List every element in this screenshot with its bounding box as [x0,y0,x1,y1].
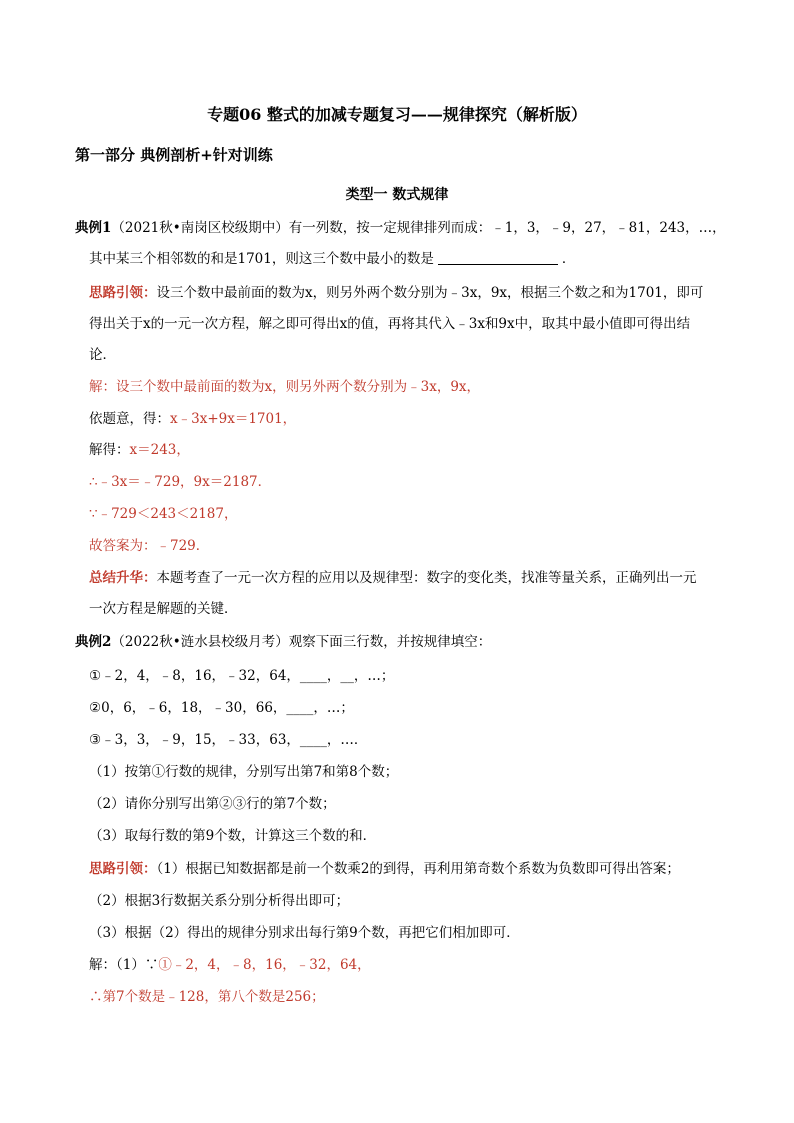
example-2-row-2: ②0，6，﹣6，18，﹣30，66，____，…； [89,700,354,716]
example-2-solution-line-2: ∴第7个数是﹣128，第八个数是256； [89,989,325,1005]
example-1-question-line [89,250,575,268]
example-2-row-3: ③﹣3，3，﹣9，15，﹣33，63，____，…． [89,732,368,748]
summary-text: 本题考查了一元一次方程的应用以及规律型：数字的变化类，找准等量关系，正确列出一元 [156,570,697,586]
example-2-hint-line-2: （2）根据3行数据关系分别分析得出即可； [89,893,350,909]
hint-label: 思路引领： [89,861,157,877]
example-1-solution-line-5: ∵﹣729＜243＜2187， [89,506,238,522]
example-2-source: （2022秋•涟水县校级月考）观察下面三行数，并按规律填空： [111,634,492,650]
hint-text: （1）根据已知数据都是前一个数乘2的到得，再利用第奇数个系数为负数即可得出答案； [156,861,680,877]
solution-prefix: 解：（1）∵ [89,957,159,973]
example-1-solution-line-4: ∴﹣3x＝﹣729，9x＝2187． [89,474,272,490]
example-2-question-3: （3）取每行数的第9个数，计算这三个数的和． [89,828,377,844]
solution-prefix: 依题意，得： [89,411,170,427]
example-1-question-text: 其中某三个相邻数的和是1701，则这三个数中最小的数是 [89,251,434,267]
hint-label: 思路引领： [89,285,157,301]
example-2-hint-line-1 [89,860,680,878]
part-heading: 第一部分 典例剖析+针对训练 [75,146,273,164]
example-2-hint-line-3: （3）根据（2）得出的规律分别求出每行第9个数，再把它们相加即可． [89,925,520,941]
example-2-question-2: （2）请你分别写出第②③行的第7个数； [89,796,336,812]
example-1-solution-line-2 [89,410,296,428]
solution-equation: x﹣3x+9x＝1701， [170,411,297,427]
example-2-row-1: ①﹣2，4，﹣8，16，﹣32，64，____，__，…； [89,668,395,684]
example-1-hint-line-3: 论． [89,347,116,363]
hint-text: 设三个数中最前面的数为x，则另外两个数分别为﹣3x，9x，根据三个数之和为1701，即可 [156,285,704,301]
solution-sequence: ①﹣2，4，﹣8，16，﹣32，64， [158,957,371,973]
example-1-summary-line-2: 一次方程是解题的关键． [89,601,238,617]
section-heading: 类型一 数式规律 [345,187,449,203]
example-1-source: （2021秋•南岗区校级期中）有一列数，按一定规律排列而成：﹣1，3，﹣9，27，﹣81，243，…， [111,220,726,236]
page-title: 专题06 整式的加减专题复习——规律探究（解析版） [207,105,587,124]
example-2-label: 典例2 [75,634,112,650]
answer-blank [438,250,558,265]
solution-result: x＝243， [129,442,190,458]
example-1-question-end: ． [561,251,576,267]
example-1-solution-line-3 [89,441,190,459]
example-2-solution-line-1 [89,956,371,974]
example-1-intro [75,219,726,237]
example-1-label: 典例1 [75,220,112,236]
example-2-question-1: （1）按第①行数的规律，分别写出第7和第8个数； [89,764,399,780]
example-1-hint-line-2: 得出关于x的一元一次方程，解之即可得出x的值，再将其代入﹣3x和9x中，取其中最小值即可得出结 [89,316,691,332]
example-1-summary-line-1 [89,569,697,587]
solution-prefix: 解得： [89,442,130,458]
summary-label: 总结升华： [89,570,157,586]
example-1-solution-line-6: 故答案为：﹣729． [89,538,210,554]
example-1-solution-line-1: 解：设三个数中最前面的数为x，则另外两个数分别为﹣3x，9x， [89,379,481,395]
example-1-hint-line-1 [89,284,703,302]
example-2-intro [75,633,491,651]
